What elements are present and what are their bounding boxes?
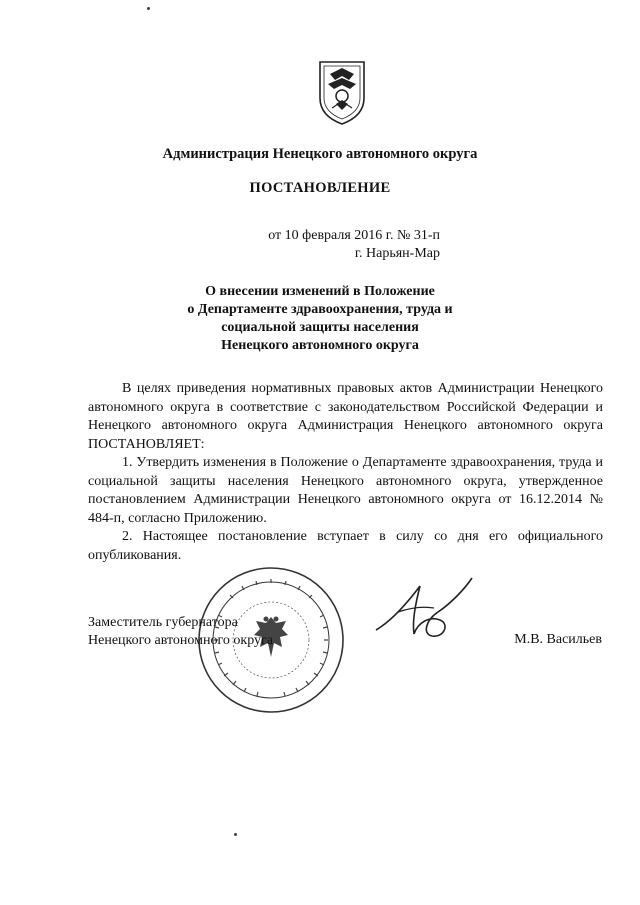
scan-speck	[234, 833, 237, 836]
subject-line: Ненецкого автономного округа	[221, 338, 419, 353]
coat-of-arms-icon	[316, 58, 368, 126]
document-body	[88, 380, 603, 565]
signatory-name: М.В. Васильев	[514, 632, 602, 647]
organization-name: Администрация Ненецкого автономного округа	[162, 146, 478, 162]
handwritten-signature	[368, 572, 478, 652]
clause-2-paragraph: 2. Настоящее постановление вступает в силу со дня его официального опубликования.	[88, 529, 603, 563]
date-number: от 10 февраля 2016 г. № 31-п	[268, 228, 440, 243]
preamble-paragraph: В целях приведения нормативных правовых актов Администрации Ненецкого автономного округа в соответствие с законодательством Российской Федерации и Ненецкого автономного округа Администрация Ненецкого автономного округа ПОСТАНОВЛЯЕТ:	[88, 381, 603, 452]
scan-speck	[147, 7, 150, 10]
document-type: ПОСТАНОВЛЕНИЕ	[249, 180, 391, 196]
position-line: Ненецкого автономного округа	[88, 633, 273, 648]
city: г. Нарьян-Мар	[354, 246, 440, 261]
subject-line: о Департаменте здравоохранения, труда и	[187, 302, 453, 317]
document-subject	[0, 283, 640, 355]
position-line: Заместитель губернатора	[88, 615, 238, 630]
subject-line: О внесении изменений в Положение	[205, 284, 435, 299]
clause-1-paragraph: 1. Утвердить изменения в Положение о Департаменте здравоохранения, труда и социальной защиты населения Ненецкого автономного округа, утвержденное постановлением Администрации Ненецкого автономного округа от 16.12.2014 № 484-п, согласно Приложению.	[88, 455, 603, 526]
subject-line: социальной защиты населения	[221, 320, 419, 335]
signatory-position	[88, 614, 273, 650]
